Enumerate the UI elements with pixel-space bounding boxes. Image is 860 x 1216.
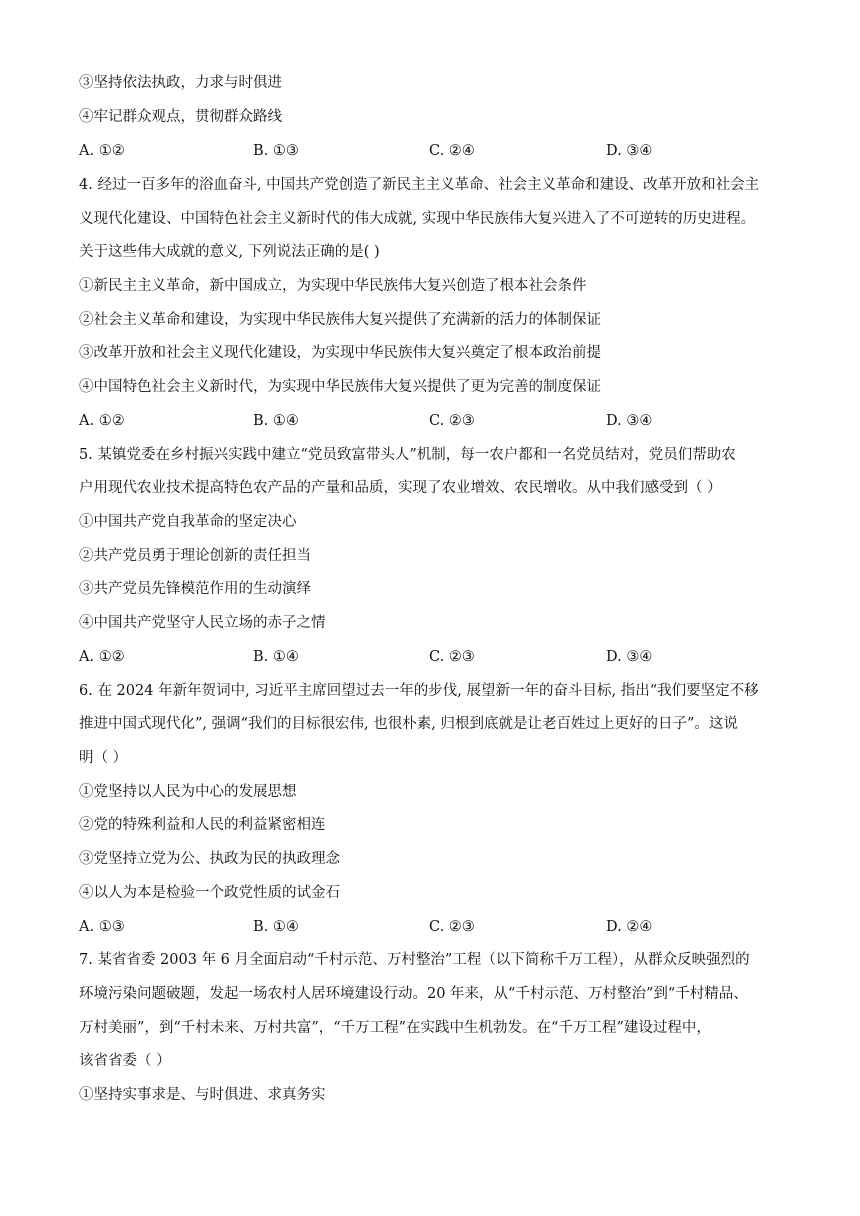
q6-stem-line-1: 6. 在 2024 年新年贺词中, 习近平主席回望过去一年的步伐, 展望新一年的奋斗目标, 指出“我们要坚定不移 bbox=[79, 683, 759, 699]
q6-stem-line-3: 明（ ） bbox=[79, 750, 128, 766]
q3-choice-a: A. ①② bbox=[79, 143, 125, 159]
q4-option-3: ③改革开放和社会主义现代化建设，为实现中华民族伟大复兴奠定了根本政治前提 bbox=[79, 345, 601, 361]
q4-choices bbox=[79, 411, 799, 431]
q4-option-1: ①新民主主义革命，新中国成立，为实现中华民族伟大复兴创造了根本社会条件 bbox=[79, 278, 587, 294]
q7-stem-line-4: 该省省委（ ） bbox=[79, 1053, 171, 1069]
q6-choice-b: B. ①④ bbox=[253, 919, 299, 935]
q5-choice-b: B. ①④ bbox=[253, 649, 299, 665]
q4-choice-b: B. ①④ bbox=[253, 413, 299, 429]
q6-choice-a: A. ①③ bbox=[79, 919, 125, 935]
q5-choice-a: A. ①② bbox=[79, 649, 125, 665]
q4-stem-line-3: 关于这些伟大成就的意义, 下列说法正确的是( ) bbox=[79, 244, 380, 260]
q3-choice-b: B. ①③ bbox=[253, 143, 299, 159]
q4-stem-line-1: 4. 经过一百多年的浴血奋斗, 中国共产党创造了新民主主义革命、社会主义革命和建设、改革开放和社会主 bbox=[79, 177, 760, 193]
q3-option-4: ④牢记群众观点，贯彻群众路线 bbox=[79, 109, 282, 125]
q7-option-1: ①坚持实事求是、与时俱进、求真务实 bbox=[79, 1087, 326, 1103]
q4-option-4: ④中国特色社会主义新时代，为实现中华民族伟大复兴提供了更为完善的制度保证 bbox=[79, 379, 601, 395]
q6-option-3: ③党坚持立党为公、执政为民的执政理念 bbox=[79, 851, 340, 867]
q6-choice-c: C. ②③ bbox=[429, 919, 475, 935]
q5-option-1: ①中国共产党自我革命的坚定决心 bbox=[79, 514, 297, 530]
q3-choices bbox=[79, 141, 799, 161]
q6-stem-line-2: 推进中国式现代化”, 强调“我们的目标很宏伟, 也很朴素, 归根到底就是让老百姓过上更好的日子”。这说 bbox=[79, 716, 738, 732]
q4-choice-c: C. ②③ bbox=[429, 413, 475, 429]
q3-choice-d: D. ③④ bbox=[606, 143, 653, 159]
q6-option-4: ④以人为本是检验一个政党性质的试金石 bbox=[79, 885, 340, 901]
q7-stem-line-2: 环境污染问题破题，发起一场农村人居环境建设行动。20 年来，从“千村示范、万村整治”到“千村精品、 bbox=[79, 986, 748, 1002]
q5-option-3: ③共产党员先锋模范作用的生动演绎 bbox=[79, 581, 311, 597]
q4-stem-line-2: 义现代化建设、中国特色社会主义新时代的伟大成就, 实现中华民族伟大复兴进入了不可逆转的历史进程。 bbox=[79, 211, 756, 227]
q6-option-1: ①党坚持以人民为中心的发展思想 bbox=[79, 784, 297, 800]
q7-stem-line-3: 万村美丽”，到“千村未来、万村共富”，“千万工程”在实践中生机勃发。在“千万工程”建设过程中， bbox=[79, 1020, 711, 1036]
q7-stem-line-1: 7. 某省省委 2003 年 6 月全面启动“千村示范、万村整治”工程（以下简称千万工程），从群众反映强烈的 bbox=[79, 952, 750, 968]
q5-choice-c: C. ②③ bbox=[429, 649, 475, 665]
q3-choice-c: C. ②④ bbox=[429, 143, 475, 159]
q4-choice-a: A. ①② bbox=[79, 413, 125, 429]
q5-stem-line-1: 5. 某镇党委在乡村振兴实践中建立“党员致富带头人”机制，每一农户都和一名党员结对，党员们帮助农 bbox=[79, 447, 736, 463]
q5-choices bbox=[79, 647, 799, 667]
q5-stem-line-2: 户用现代农业技术提高特色农产品的产量和品质，实现了农业增效、农民增收。从中我们感受到（ ） bbox=[79, 480, 722, 496]
q5-option-4: ④中国共产党坚守人民立场的赤子之情 bbox=[79, 615, 326, 631]
q5-choice-d: D. ③④ bbox=[606, 649, 653, 665]
q4-option-2: ②社会主义革命和建设，为实现中华民族伟大复兴提供了充满新的活力的体制保证 bbox=[79, 312, 601, 328]
q6-choice-d: D. ②④ bbox=[606, 919, 653, 935]
q6-choices bbox=[79, 917, 799, 937]
q5-option-2: ②共产党员勇于理论创新的责任担当 bbox=[79, 548, 311, 564]
q6-option-2: ②党的特殊利益和人民的利益紧密相连 bbox=[79, 817, 326, 833]
q3-option-3: ③坚持依法执政，力求与时俱进 bbox=[79, 75, 282, 91]
q4-choice-d: D. ③④ bbox=[606, 413, 653, 429]
